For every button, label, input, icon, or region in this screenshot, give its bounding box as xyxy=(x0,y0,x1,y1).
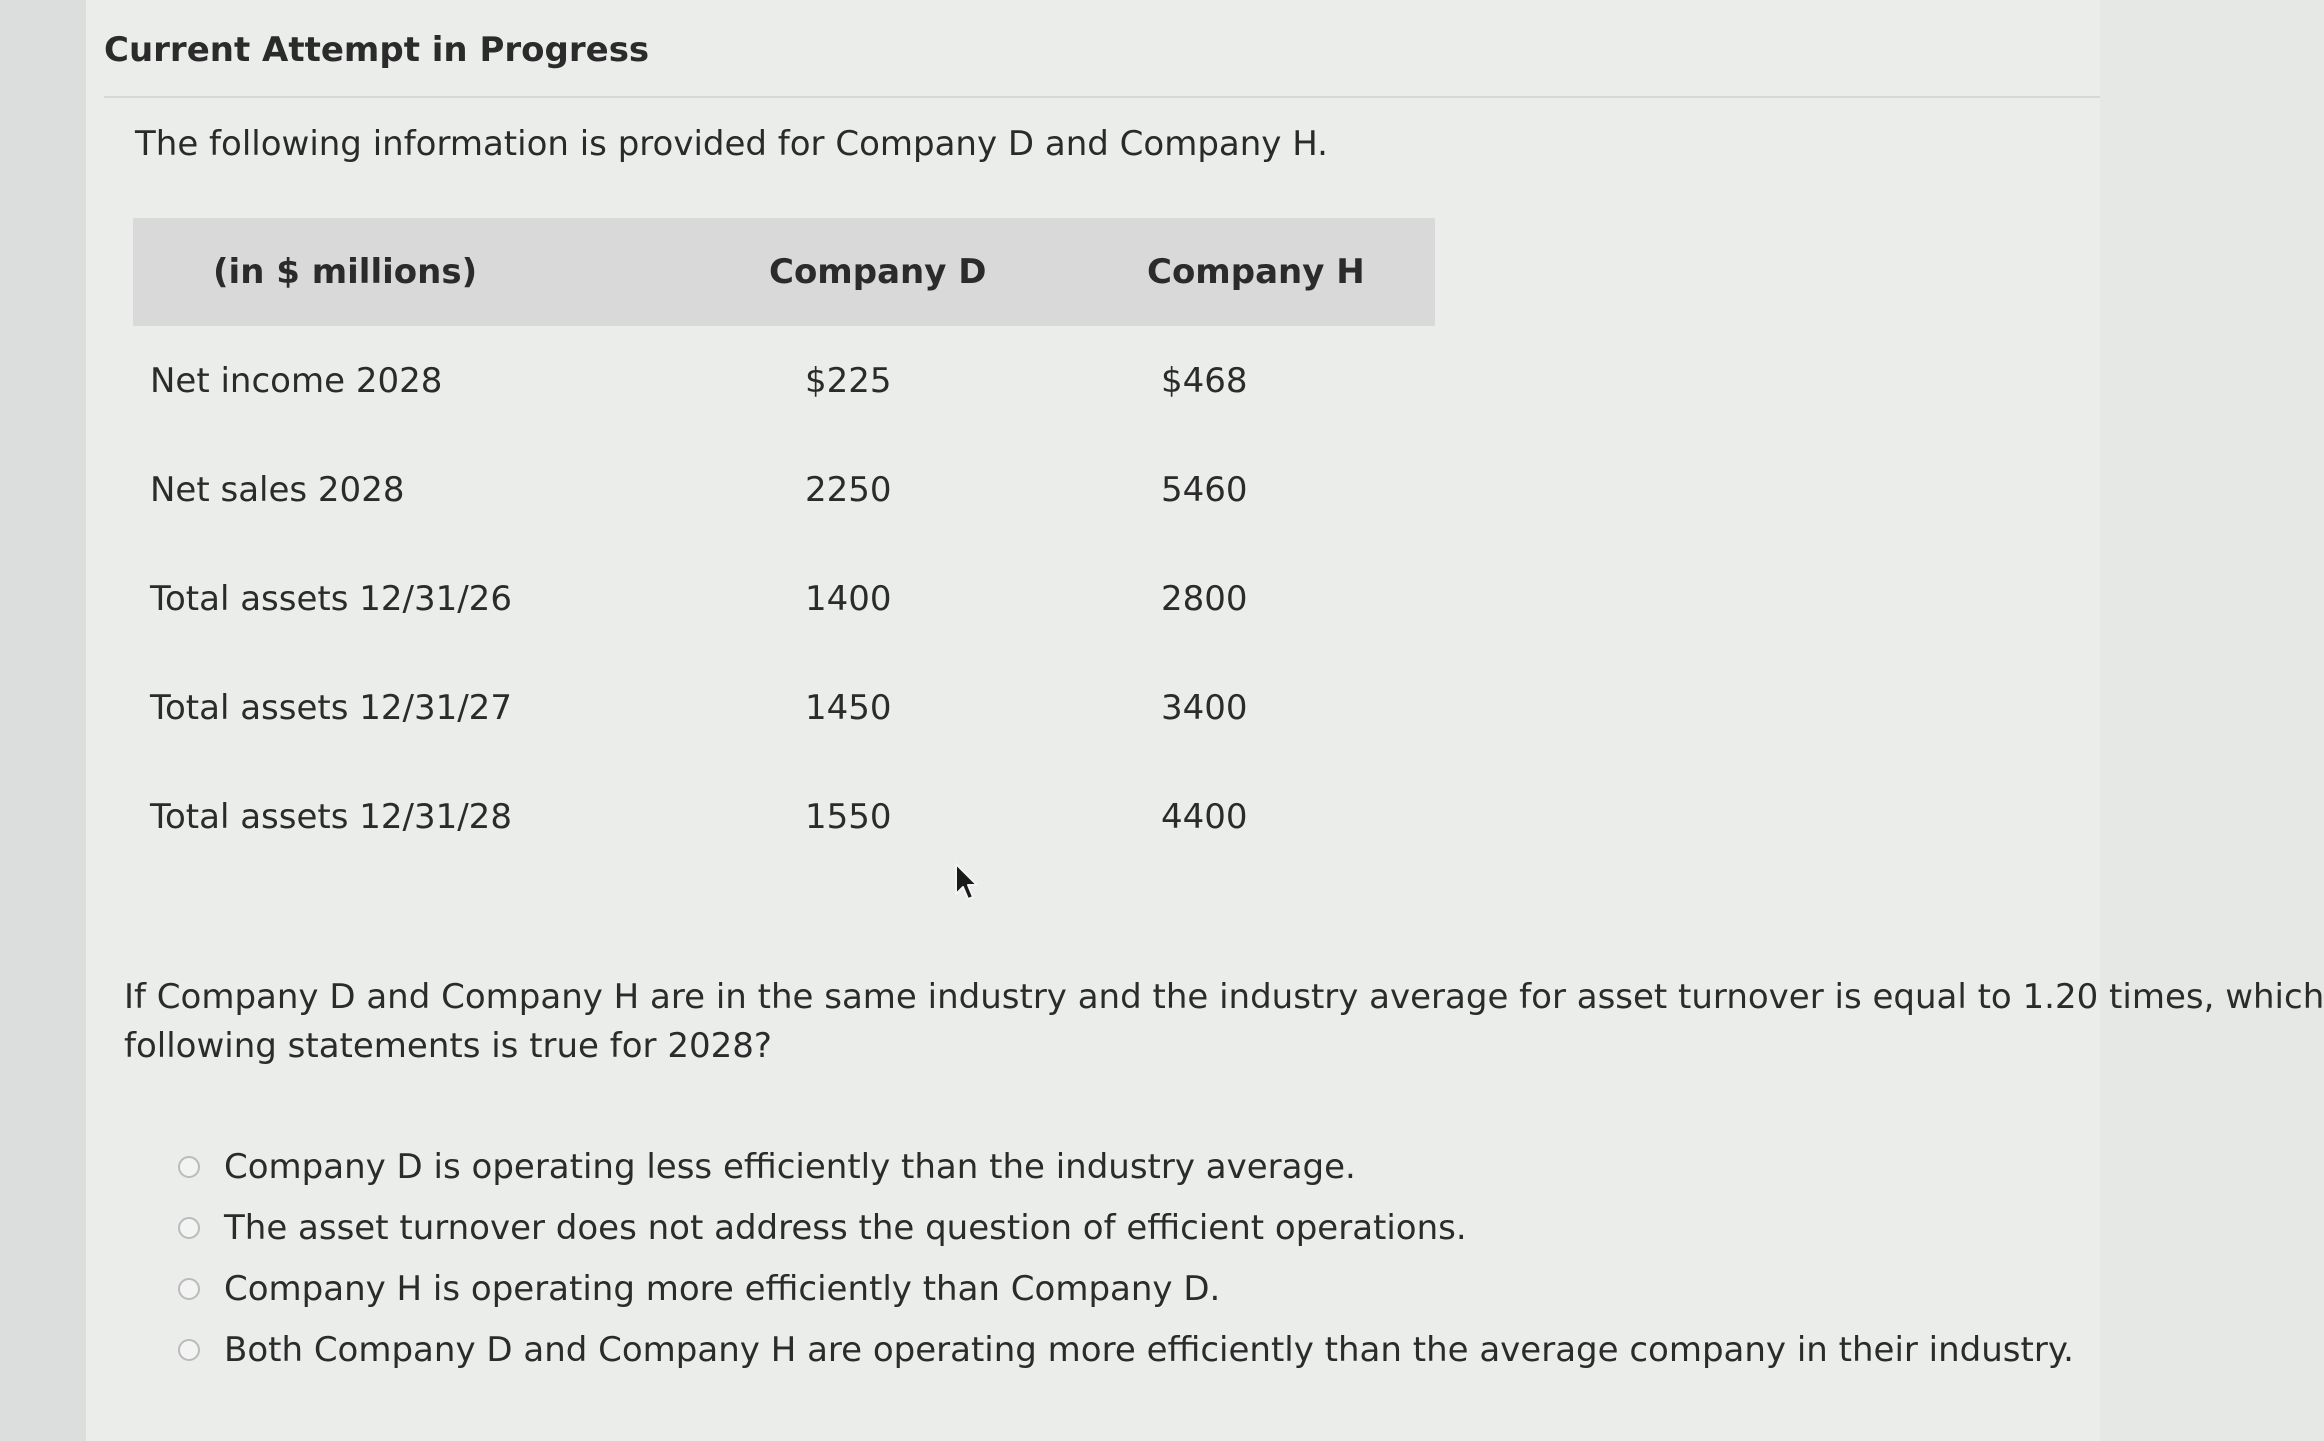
option-label: The asset turnover does not address the question of efficient operations. xyxy=(224,1208,1467,1248)
table-row xyxy=(133,326,1435,435)
table-row xyxy=(133,762,1435,871)
company-h-value: 5460 xyxy=(1161,469,1248,510)
question-line-2: following statements is true for 2028? xyxy=(124,1026,772,1066)
header-company-h: Company H xyxy=(1147,252,1365,292)
table-row xyxy=(133,544,1435,653)
table-row xyxy=(133,653,1435,762)
intro-text: The following information is provided for Company D and Company H. xyxy=(135,124,1328,164)
company-h-value: 4400 xyxy=(1161,796,1248,837)
row-label: Total assets 12/31/27 xyxy=(150,687,512,728)
question-text xyxy=(124,973,2324,1071)
company-h-value: 3400 xyxy=(1161,687,1248,728)
answer-option-4[interactable] xyxy=(178,1325,2074,1375)
option-label: Company D is operating less efficiently than the industry average. xyxy=(224,1147,1356,1187)
option-label: Company H is operating more efficiently than Company D. xyxy=(224,1269,1221,1309)
row-label: Net income 2028 xyxy=(150,360,443,401)
radio-button[interactable] xyxy=(178,1339,200,1361)
radio-button[interactable] xyxy=(178,1156,200,1178)
page-title: Current Attempt in Progress xyxy=(104,30,650,70)
company-d-value: $225 xyxy=(805,360,892,401)
answer-option-3[interactable] xyxy=(178,1264,1220,1314)
question-line-1: If Company D and Company H are in the same industry and the industry average for asset turnover is equal to 1.20 times, which xyxy=(124,977,2324,1017)
option-label: Both Company D and Company H are operating more efficiently than the average company in their industry. xyxy=(224,1330,2074,1370)
radio-button[interactable] xyxy=(178,1217,200,1239)
table-row xyxy=(133,435,1435,544)
mouse-pointer-icon xyxy=(954,862,980,902)
table-header-row xyxy=(133,218,1435,326)
radio-button[interactable] xyxy=(178,1278,200,1300)
header-company-d: Company D xyxy=(769,252,987,292)
answer-option-1[interactable] xyxy=(178,1142,1356,1192)
company-d-value: 1550 xyxy=(805,796,892,837)
row-label: Net sales 2028 xyxy=(150,469,405,510)
company-h-value: $468 xyxy=(1161,360,1248,401)
header-units: (in $ millions) xyxy=(213,252,478,292)
answer-option-2[interactable] xyxy=(178,1203,1467,1253)
company-d-value: 1450 xyxy=(805,687,892,728)
financial-data-table xyxy=(133,218,1435,871)
left-margin xyxy=(0,0,86,1441)
company-d-value: 1400 xyxy=(805,578,892,619)
title-divider xyxy=(104,96,2100,98)
company-d-value: 2250 xyxy=(805,469,892,510)
company-h-value: 2800 xyxy=(1161,578,1248,619)
row-label: Total assets 12/31/26 xyxy=(150,578,512,619)
row-label: Total assets 12/31/28 xyxy=(150,796,512,837)
